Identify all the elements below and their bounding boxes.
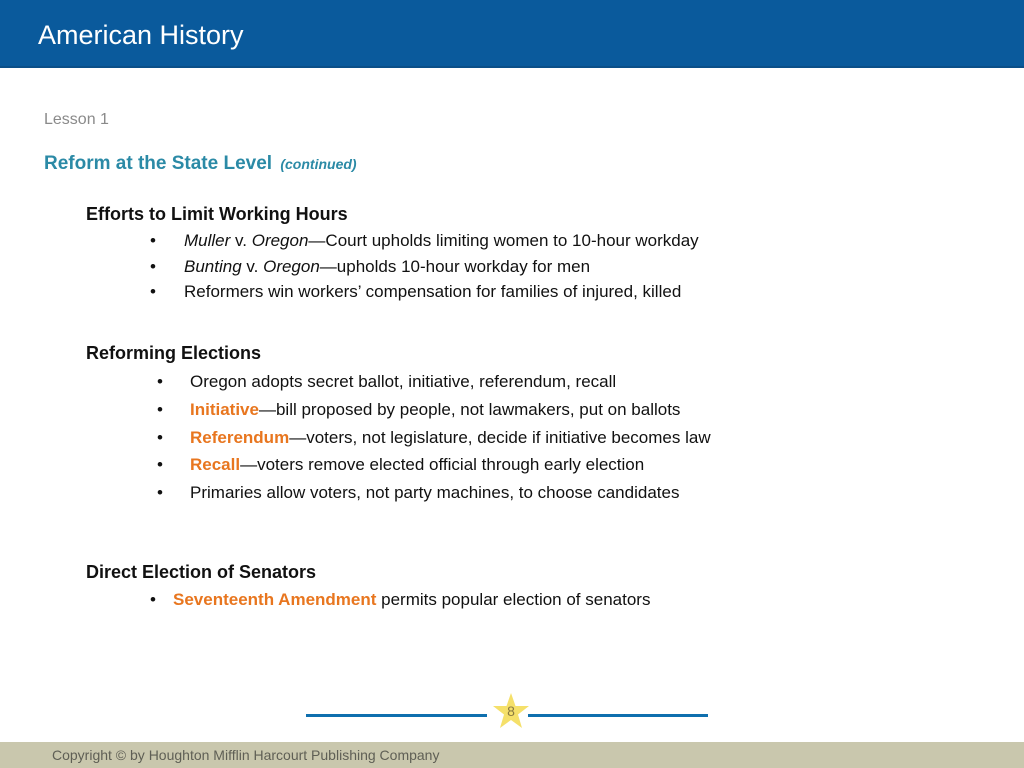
key-term: Recall (190, 455, 241, 474)
bullet-text (184, 231, 699, 251)
header-bar (0, 0, 1024, 68)
case-versus: v. (241, 257, 264, 276)
course-title: American History (38, 20, 244, 50)
bullet-text (173, 590, 650, 610)
bullet-text: Reformers win workers’ compensation for families of injured, killed (184, 282, 682, 301)
bullet-description: —upholds 10-hour workday for men (319, 257, 591, 276)
bullet-description: —Court upholds limiting women to 10-hour workday (308, 231, 699, 250)
bullet-dot: • (157, 428, 163, 447)
section-heading-reforming-elections: Reforming Elections (86, 343, 262, 363)
slide-title-main: Reform at the State Level (44, 153, 273, 174)
section-heading-direct-election: Direct Election of Senators (86, 562, 317, 582)
bullet-text: Primaries allow voters, not party machines, to choose candidates (190, 483, 680, 502)
page-number: 8 (507, 703, 515, 719)
bullet-text: Oregon adopts secret ballot, initiative, referendum, recall (190, 372, 617, 391)
bullet-description: permits popular election of senators (376, 590, 651, 609)
bullet-dot: • (157, 483, 163, 502)
case-name: Oregon (251, 231, 309, 250)
footer-rule-right (528, 714, 708, 717)
bullet-dot: • (150, 590, 156, 609)
section-heading-working-hours: Efforts to Limit Working Hours (86, 204, 348, 224)
bullet-text (190, 455, 644, 475)
bullet-description: —voters, not legislature, decide if initiative becomes law (289, 428, 711, 447)
lesson-label: Lesson 1 (44, 111, 109, 128)
bullet-dot: • (157, 372, 163, 391)
bullet-text (184, 257, 590, 277)
bullet-description: —voters remove elected official through early election (240, 455, 645, 474)
bullet-text (190, 400, 680, 420)
copyright-notice: Copyright © by Houghton Mifflin Harcourt Publishing Company (52, 747, 440, 763)
key-term: Referendum (190, 428, 290, 447)
case-name: Bunting (184, 257, 242, 276)
footer-bar (0, 742, 1024, 768)
bullet-dot: • (150, 257, 156, 276)
footer-rule-left (306, 714, 487, 717)
slide-title (44, 153, 357, 175)
bullet-text (190, 428, 711, 448)
key-term: Initiative (190, 400, 259, 419)
slide-title-suffix: (continued) (280, 156, 357, 172)
bullet-dot: • (157, 455, 163, 474)
case-versus: v. (230, 231, 252, 250)
case-name: Muller (184, 231, 231, 250)
bullet-description: —bill proposed by people, not lawmakers, put on ballots (258, 400, 681, 419)
key-term: Seventeenth Amendment (173, 590, 377, 609)
bullet-dot: • (150, 231, 156, 250)
bullet-dot: • (157, 400, 163, 419)
bullet-dot: • (150, 282, 156, 301)
case-name: Oregon (263, 257, 320, 276)
